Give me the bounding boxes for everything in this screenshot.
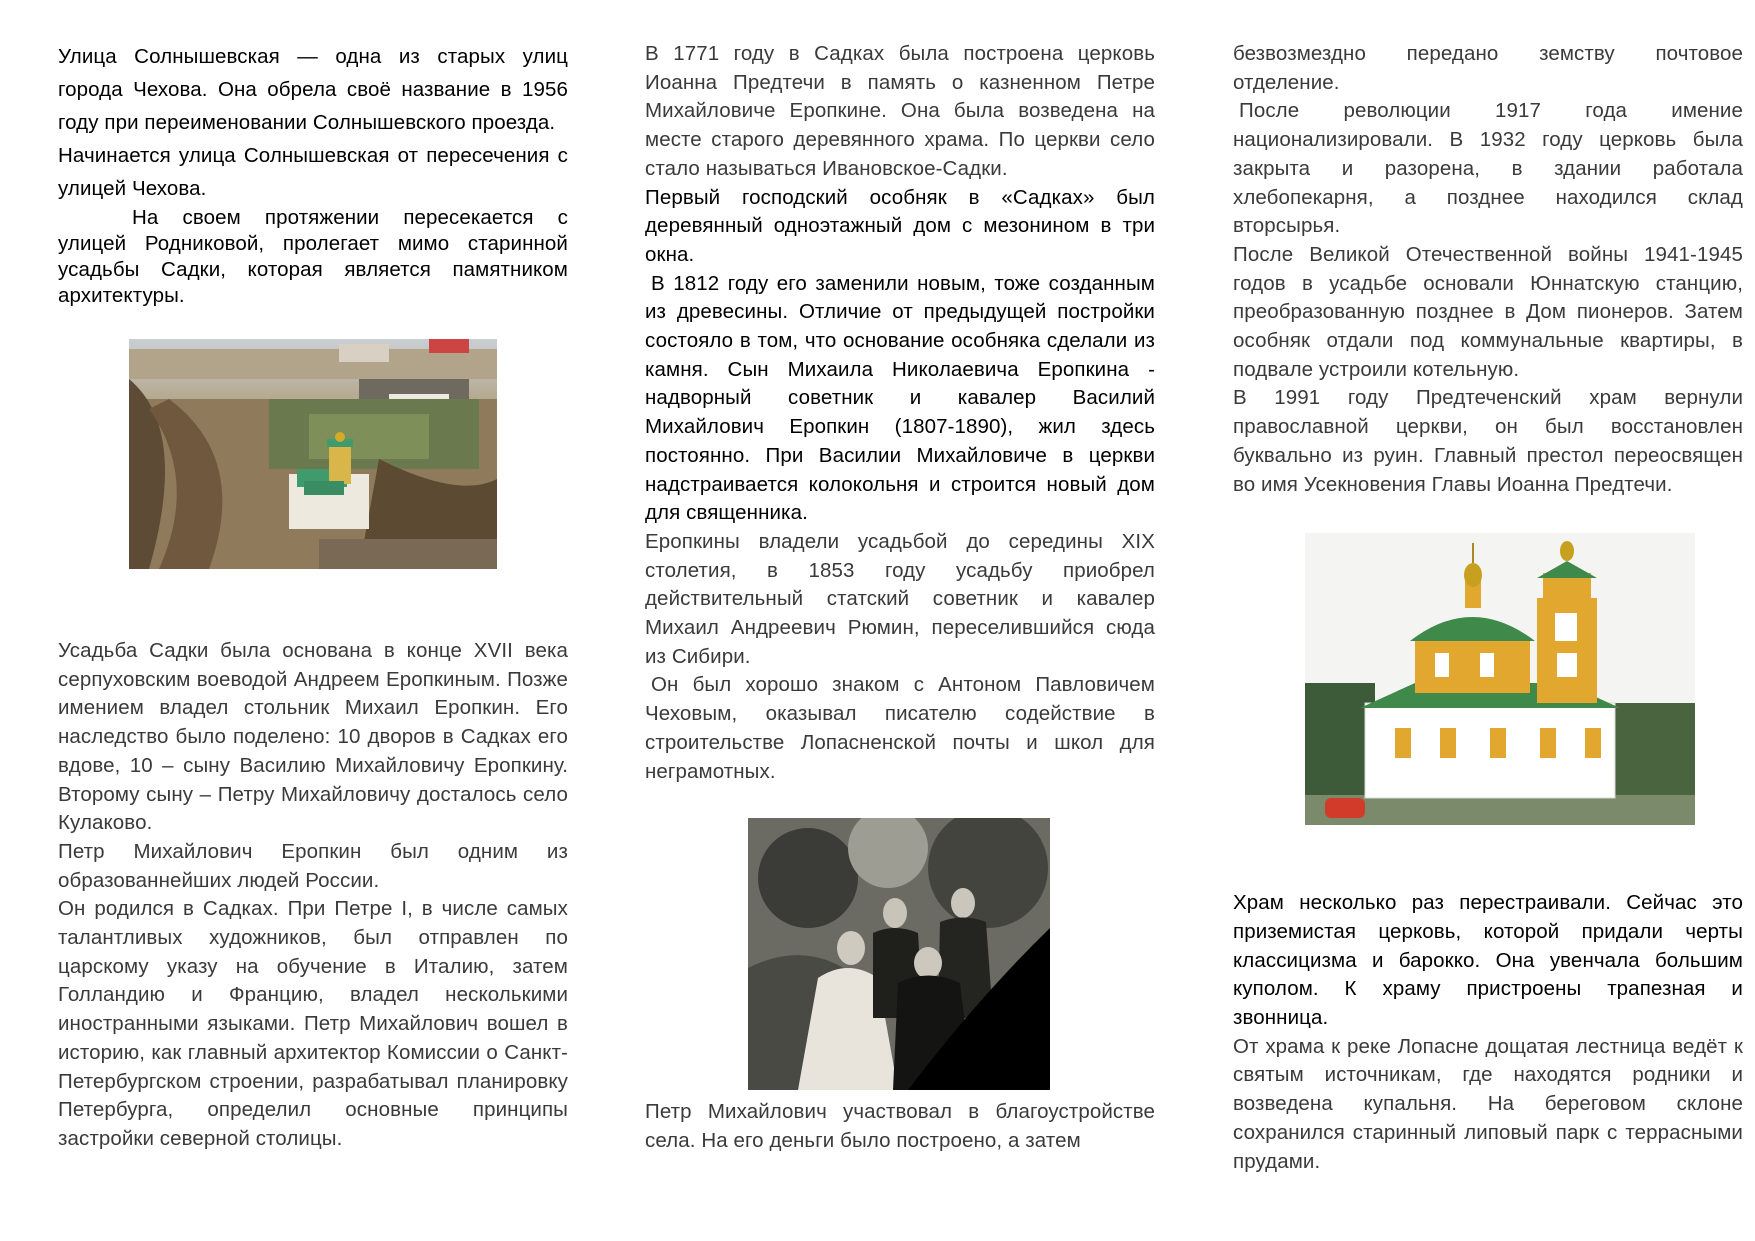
intro-paragraph-3: На своем протяжении пересекается с улицей Родниковой, пролегает мимо старинной усадьбы Садки, которая является памятником архитектуры. [58,206,568,307]
church-photo [1305,533,1695,825]
right-paragraph-3: После Великой Отечественной войны 1941-1945 годов в усадьбе основали Юннатскую станцию, преобразованную позднее в Дом пионеров. Затем особняк отдали под коммунальные квартиры, в подвале устроили котельную. [1233,242,1743,381]
historical-family-photo [748,818,1050,1090]
intro-paragraph-2: Начинается улица Солнышевская от пересечения с улицей Чехова. [58,144,568,200]
history-paragraph-2: Петр Михайлович Еропкин был одним из образованнейших людей России. [58,839,568,892]
right-paragraph-2: После революции 1917 года имение национализировали. В 1932 году церковь была закрыта и разорена, в здании работала хлебопекарня, а позднее находился склад вторсырья. [1233,99,1743,238]
middle-paragraph-4: Еропкины владели усадьбой до середины XIX столетия, в 1853 году усадьбу приобрел действительный статский советник и кавалер Михаил Андреевич Рюмин, переселившийся сюда из Сибири. [645,529,1155,668]
intro-paragraph-1: Улица Солнышевская — одна из старых улиц города Чехова. Она обрела своё название в 1956 году при переименовании Солнышевского проезда. [58,45,568,134]
history-paragraph-3: Он родился в Садках. При Петре I, в числе самых талантливых художников, был отправлен по царскому указу на обучение в Италию, затем Голландию и Францию, владел несколькими иностранными языками. Петр Михайлович вошел в историю, как главный архитектор Комиссии о Санкт-Петербургском строении, разрабатывал планировку Петербурга, определил основные принципы застройки северной столицы. [58,897,568,1150]
right-paragraph-5: Храм несколько раз перестраивали. Сейчас это приземистая церковь, которой придали черты классицизма и барокко. Она увенчала большим куполом. К храму пристроены трапезная и звонница. [1233,891,1743,1030]
right-paragraph-1: безвозмездно передано земству почтовое отделение. [1233,42,1743,94]
middle-paragraph-2: Первый господский особняк в «Садках» был деревянный одноэтажный дом с мезонином в три окна. [645,185,1155,266]
left-column [58,40,568,1154]
middle-column [645,40,1155,1156]
right-paragraph-6: От храма к реке Лопасне дощатая лестница ведёт к святым источникам, где находятся родники и возведена купальня. На береговом склоне сохранился старинный липовый парк с террасными прудами. [1233,1034,1743,1173]
aerial-estate-photo [129,339,497,569]
middle-paragraph-5: Он был хорошо знаком с Антоном Павловичем Чеховым, оказывал писателю содействие в строительстве Лопасненской почты и школ для неграмотных. [645,673,1155,783]
middle-paragraph-1: В 1771 году в Садках была построена церковь Иоанна Предтечи в память о казненном Петре Михайловиче Еропкине. Она была возведена на месте старого деревянного храма. По церкви село стало называться Ивановское-Садки. [645,42,1155,180]
right-paragraph-4: В 1991 году Предтеченский храм вернули православной церкви, он был восстановлен буквально из руин. Главный престол переосвящен во имя Усекновения Главы Иоанна Предтечи. [1233,386,1743,496]
middle-paragraph-3: В 1812 году его заменили новым, тоже созданным из древесины. Отличие от предыдущей постройки состояло в том, что основание особняка сделали из камня. Сын Михаила Николаевича Еропкина - надворный советник и кавалер Василий Михайлович Еропкин (1807-1890), жил здесь постоянно. При Василии Михайловиче в церкви надстраивается колокольня и строится новый дом для священника. [645,271,1155,525]
right-column [1233,40,1743,1176]
history-paragraph-1: Усадьба Садки была основана в конце XVII века серпуховским воеводой Андреем Еропкиным. Позже имением владел стольник Михаил Еропкин. Его наследство было поделено: 10 дворов в Садках его вдове, 10 – сыну Василию Михайловичу Еропкину. Второму сыну – Петру Михайловичу досталось село Кулаково. [58,639,568,835]
middle-paragraph-6: Петр Михайлович участвовал в благоустройстве села. На его деньги было построено, а затем [645,1100,1155,1152]
